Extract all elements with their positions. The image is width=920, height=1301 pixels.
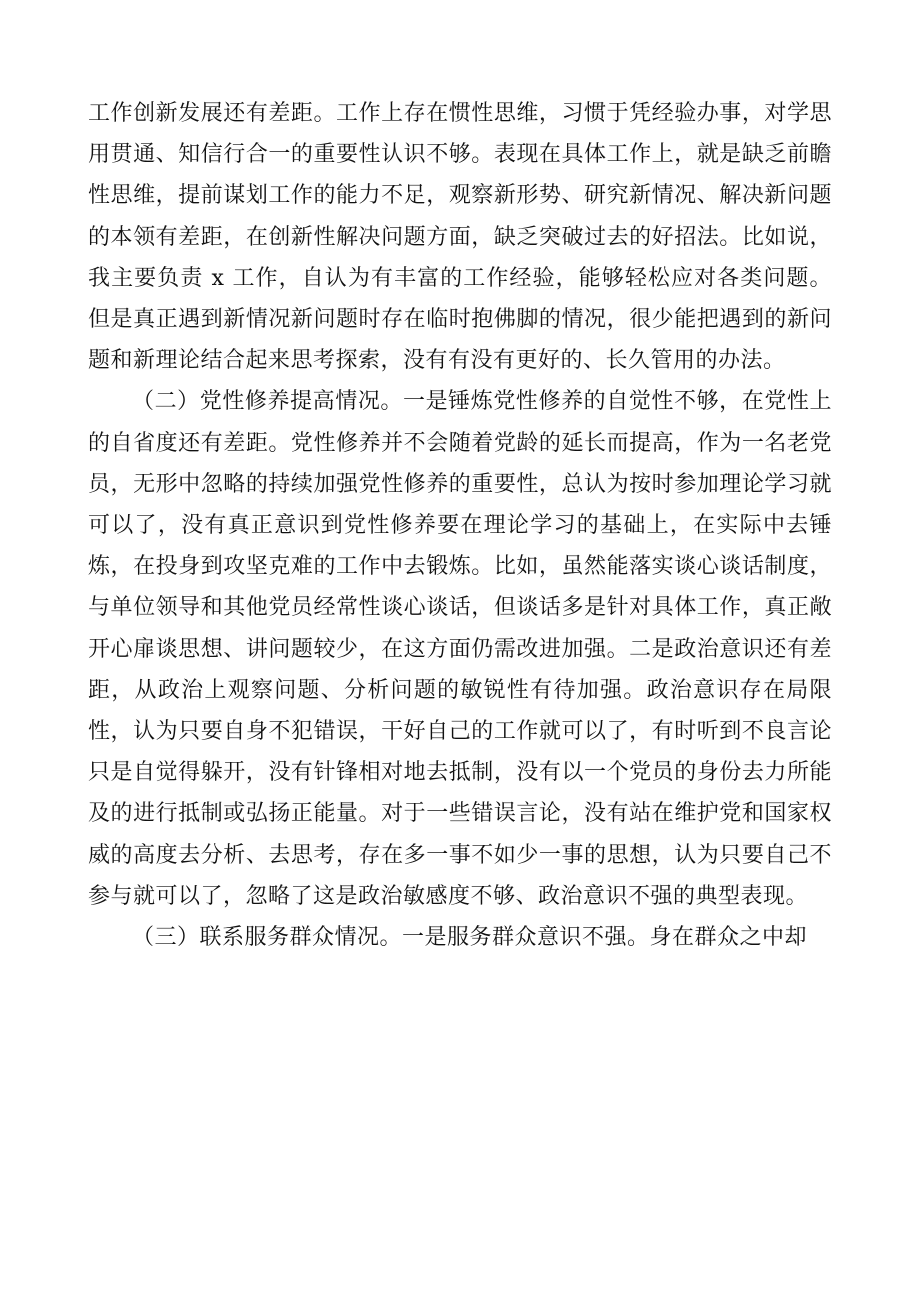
document-page	[88, 93, 832, 958]
paragraph-serving-masses: （三）联系服务群众情况。一是服务群众意识不强。身在群众之中却	[132, 925, 808, 951]
paragraph-work-innovation: 工作创新发展还有差距。工作上存在惯性思维，习惯于凭经验办事，对学思用贯通、知信行合一的重要性认识不够。表现在具体工作上，就是缺乏前瞻性思维，提前谋划工作的能力不足，观察新形势、研究新情况、解决新问题的本领有差距，在创新性解决问题方面，缺乏突破过去的好招法。比如说，我主要负责 x 工作，自认为有丰富的工作经验，能够轻松应对各类问题。但是真正遇到新情况新问题时存在临时抱佛脚的情况，很少能把遇到的新问题和新理论结合起来思考探索，没有有没有更好的、长久管用的办法。	[88, 101, 832, 374]
paragraph-party-spirit: （二）党性修养提高情况。一是锤炼党性修养的自觉性不够，在党性上的自省度还有差距。党性修养并不会随着党龄的延长而提高，作为一名老党员，无形中忽略的持续加强党性修养的重要性，总认为按时参加理论学习就可以了，没有真正意识到党性修养要在理论学习的基础上，在实际中去锤炼，在投身到攻坚克难的工作中去锻炼。比如，虽然能落实谈心谈话制度，与单位领导和其他党员经常性谈心谈话，但谈话多是针对具体工作，真正敞开心扉谈思想、讲问题较少，在这方面仍需改进加强。二是政治意识还有差距，从政治上观察问题、分析问题的敏锐性有待加强。政治意识存在局限性，认为只要自身不犯错误，干好自己的工作就可以了，有时听到不良言论只是自觉得躲开，没有针锋相对地去抵制，没有以一个党员的身份去力所能及的进行抵制或弘扬正能量。对于一些错误言论，没有站在维护党和国家权威的高度去分析、去思考，存在多一事不如少一事的思想，认为只要自己不参与就可以了，忽略了这是政治敏感度不够、政治意识不强的典型表现。	[88, 389, 832, 909]
